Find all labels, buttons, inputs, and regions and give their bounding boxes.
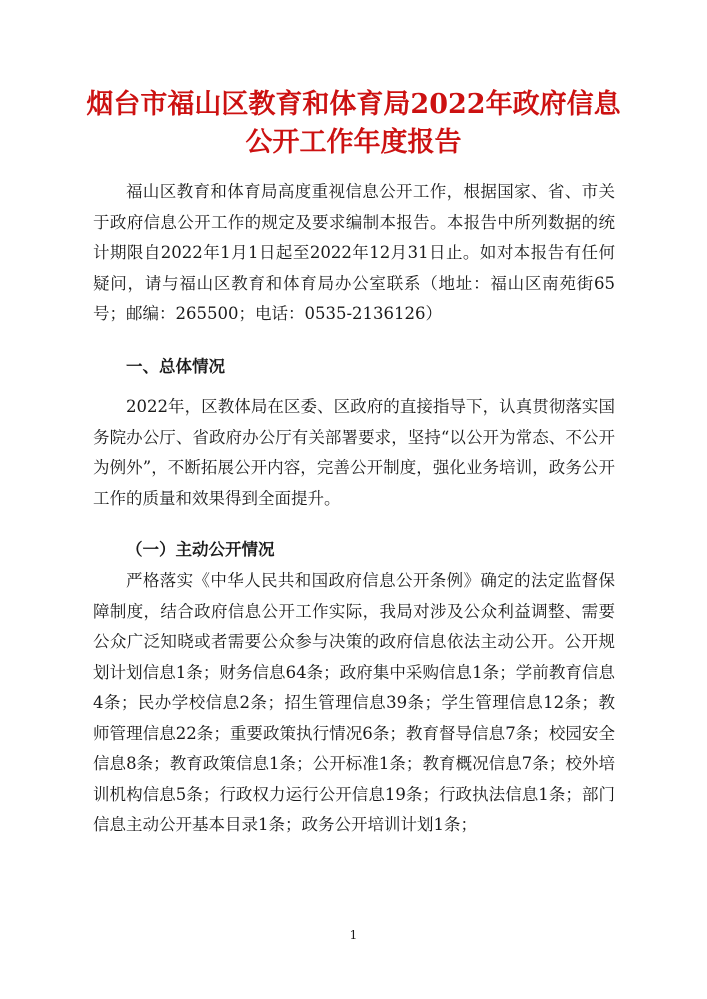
section-heading-overview: 一、总体情况 (126, 357, 225, 376)
report-title-line1: 烟台市福山区教育和体育局2022年政府信息 (86, 89, 621, 120)
page-number: 1 (349, 928, 358, 942)
report-title-line2: 公开工作年度报告 (245, 127, 462, 158)
intro-paragraph: 福山区教育和体育局高度重视信息公开工作，根据国家、省、市关于政府信息公开工作的规定及要求编制本报告。本报告中所列数据的统计期限自2022年1月1日起至2022年12月31日止。如对本报告有任何疑问，请与福山区教育和体育局办公室联系（地址：福山区南苑街65号；邮编：265500；电话：0535-2136126） (93, 182, 615, 323)
overview-paragraph: 2022年，区教体局在区委、区政府的直接指导下，认真贯彻落实国务院办公厅、省政府办公厅有关部署要求，坚持“以公开为常态、不公开为例外”，不断拓展公开内容，完善公开制度，强化业务培训，政务公开工作的质量和效果得到全面提升。 (93, 397, 615, 508)
subsection-heading-proactive-disclosure: （一）主动公开情况 (126, 540, 275, 559)
proactive-disclosure-paragraph: 严格落实《中华人民共和国政府信息公开条例》确定的法定监督保障制度，结合政府信息公开工作实际，我局对涉及公众利益调整、需要公众广泛知晓或者需要公众参与决策的政府信息依法主动公开。公开规划计划信息1条；财务信息64条；政府集中采购信息1条；学前教育信息4条；民办学校信息2条；招生管理信息39条；学生管理信息12条；教师管理信息22条；重要政策执行情况6条；教育督导信息7条；校园安全信息8条；教育政策信息1条；公开标准1条；教育概况信息7条；校外培训机构信息5条；行政权力运行公开信息19条；行政执法信息1条；部门信息主动公开基本目录1条；政务公开培训计划1条； (93, 571, 615, 834)
